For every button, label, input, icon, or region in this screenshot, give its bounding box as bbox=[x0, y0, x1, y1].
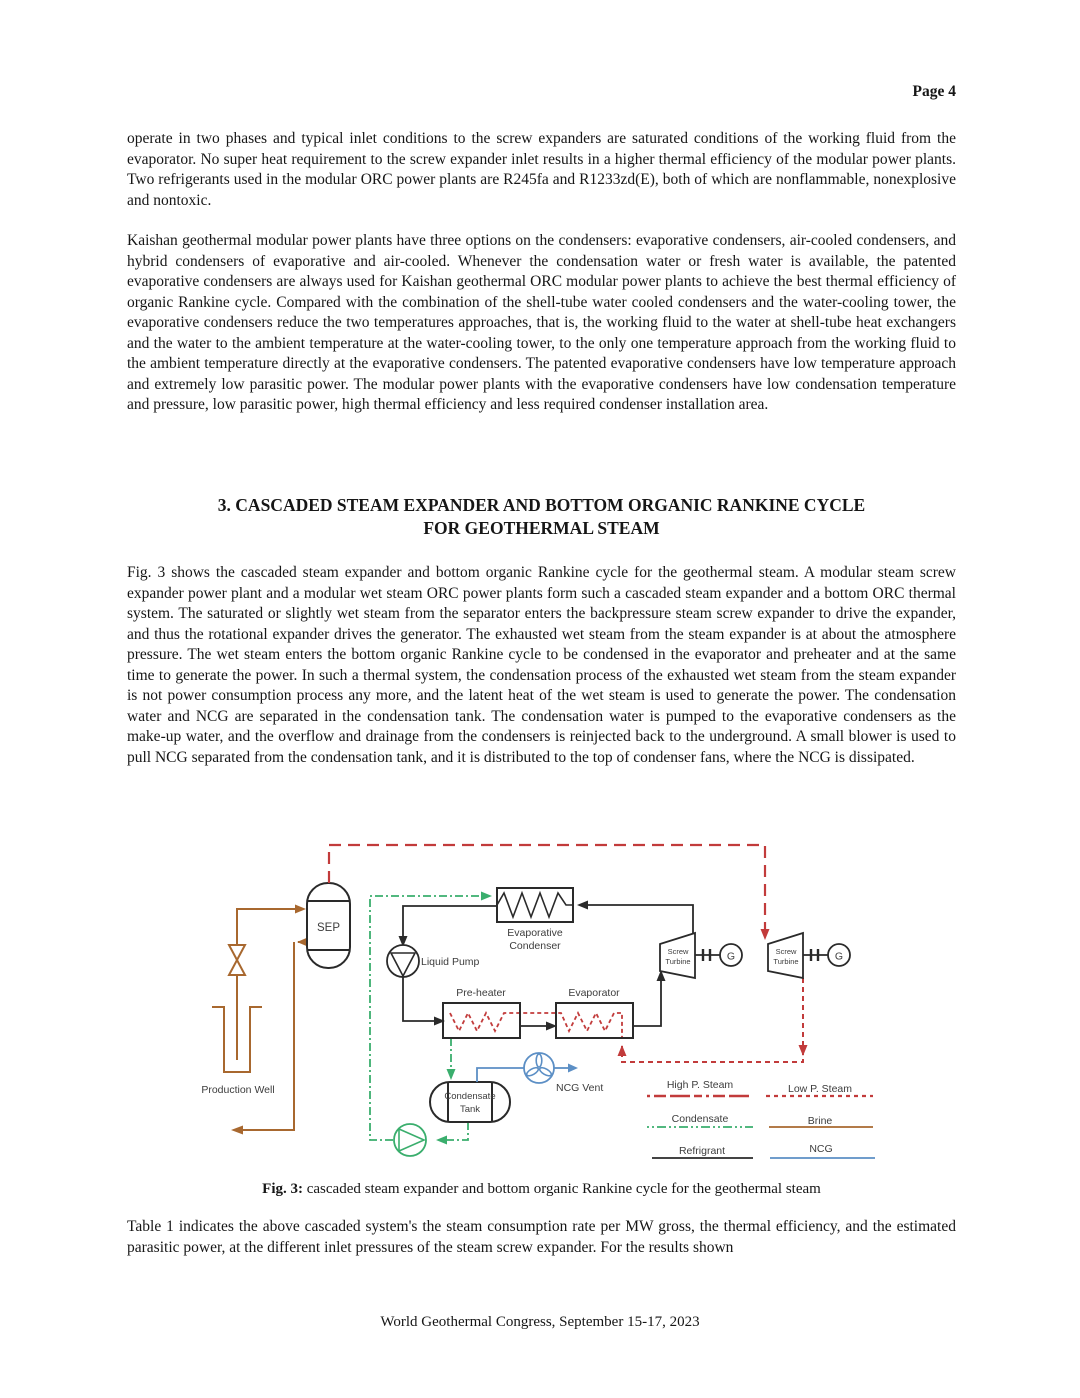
screw-turbine-2-label-1: Screw bbox=[775, 947, 797, 956]
generator-2-label: G bbox=[834, 950, 844, 963]
two-phase-feed-line bbox=[237, 909, 295, 945]
arrow-into-condenser-icon bbox=[481, 892, 492, 901]
shaft-1 bbox=[695, 949, 720, 961]
footer: World Geothermal Congress, September 15-17, 2023 bbox=[380, 1314, 700, 1330]
tank-outlet-line bbox=[447, 1122, 468, 1140]
evaporator-label: Evaporator bbox=[568, 987, 620, 999]
liquid-pump bbox=[387, 945, 480, 977]
ncg-vent-fan bbox=[524, 1053, 554, 1083]
figure-caption-label: Fig. 3: bbox=[262, 1181, 303, 1197]
sep-label: SEP bbox=[316, 922, 341, 934]
wellhead-valve-bottom bbox=[229, 960, 245, 975]
low-pressure-steam-line bbox=[622, 978, 803, 1062]
arrow-into-evaporator-icon bbox=[618, 1045, 627, 1056]
arrow-into-tank-icon bbox=[447, 1069, 456, 1080]
figure-caption bbox=[127, 1181, 956, 1198]
arrow-into-ec-icon bbox=[577, 901, 588, 910]
generator-1 bbox=[720, 944, 742, 966]
figure-3-diagram bbox=[175, 833, 895, 1179]
legend-low-p-steam-label: Low P. Steam bbox=[787, 1083, 853, 1095]
section-heading-line-2: FOR GEOTHERMAL STEAM bbox=[423, 518, 660, 538]
evaporative-condenser-label-2: Condenser bbox=[509, 940, 561, 952]
paragraph-4: Table 1 indicates the above cascaded system's the steam consumption rate per MW gross, the thermal efficiency, and the estimated parasitic power, at the different inlet pressures of the steam screw expander. For the results shown bbox=[127, 1218, 956, 1256]
brine-lines bbox=[212, 909, 307, 1130]
condensate-tank bbox=[430, 1082, 510, 1122]
evaporator-to-turbine-line bbox=[633, 981, 661, 1026]
legend-condensate-label: Condensate bbox=[671, 1113, 729, 1125]
legend-high-p-steam-label: High P. Steam bbox=[666, 1079, 734, 1091]
condensate-pump bbox=[394, 1124, 426, 1156]
arrow-into-steam-turbine-icon bbox=[761, 929, 770, 940]
arrow-into-pump-icon bbox=[436, 1136, 447, 1145]
paragraph-1: operate in two phases and typical inlet conditions to the screw expanders are saturated conditions of the working fluid from the evaporator. No super heat requirement to the screw expander inlet results in a higher thermal efficiency of the modular power plants. Two refrigerants used in the modular ORC power plants are R245fa and R1233zd(E), both of which are nonflammable, nonexplosive and nontoxic. bbox=[127, 130, 956, 209]
figure-caption-text: cascaded steam expander and bottom organic Rankine cycle for the geothermal steam bbox=[306, 1181, 821, 1197]
pre-heater-label: Pre-heater bbox=[456, 987, 506, 999]
arrow-ncg-out-icon bbox=[568, 1064, 578, 1073]
section-heading bbox=[127, 494, 956, 540]
paragraph-2: Kaishan geothermal modular power plants have three options on the condensers: evaporative condensers, air-cooled condensers, and hybrid condensers of evaporative and air-cooled. Whenever the condensation water or fresh water is available, the patented evaporative condensers are always used for Kaishan geothermal ORC modular power plants to achieve the best thermal efficiency of organic Rankine cycle. Compared with the combination of the shell-tube water cooled condensers and the water-cooling tower, the evaporative condensers reduce the two temperatures approaches, that is, the working fluid to the water at shell-tube heat exchangers and the water to the ambient temperature at the water-cooling tower, to the only one temperature approach from the working fluid to the ambient temperature directly at the evaporative condensers. The patented evaporative condensers have low temperature approach and extremely low parasitic power. The modular power plants with the evaporative condensers have low condensation temperature and pressure, low parasitic power, high thermal efficiency and less required condenser installation area. bbox=[127, 232, 956, 414]
condensate-tank-label-1: Condensate bbox=[444, 1091, 496, 1102]
screw-turbine-2-label-2: Turbine bbox=[773, 957, 799, 966]
wellhead-valve-top bbox=[229, 945, 245, 960]
liquid-pump-label: Liquid Pump bbox=[421, 956, 480, 968]
ncg-line bbox=[477, 1068, 524, 1082]
screw-turbine-2 bbox=[768, 933, 803, 978]
legend-refrigrant-label: Refrigrant bbox=[678, 1145, 726, 1157]
evaporative-condenser bbox=[497, 888, 573, 952]
arrow-into-sep-icon bbox=[295, 905, 306, 914]
arrow-reinjection-icon bbox=[231, 1126, 243, 1135]
generator-2 bbox=[828, 944, 850, 966]
pre-heater bbox=[443, 987, 520, 1038]
brine-arrows bbox=[231, 905, 307, 1135]
screw-turbine-1-label-1: Screw bbox=[667, 947, 689, 956]
production-well-label: Production Well bbox=[201, 1084, 275, 1096]
section-heading-line-1: 3. CASCADED STEAM EXPANDER AND BOTTOM ORGANIC RANKINE CYCLE bbox=[217, 495, 866, 515]
screw-turbine-1-label-2: Turbine bbox=[665, 957, 691, 966]
legend-ncg-label: NCG bbox=[809, 1143, 833, 1155]
condensate-tank-label-2: Tank bbox=[459, 1104, 481, 1115]
process-flow-diagram bbox=[175, 833, 895, 1179]
legend bbox=[647, 1079, 875, 1158]
legend-brine-label: Brine bbox=[807, 1115, 833, 1127]
arrow-brine-out-icon bbox=[297, 938, 307, 946]
condenser-to-pump-line bbox=[403, 906, 497, 937]
turbine-exhaust-line bbox=[588, 905, 693, 935]
generator-1-label: G bbox=[726, 950, 736, 963]
paragraph-3: Fig. 3 shows the cascaded steam expander and bottom organic Rankine cycle for the geothermal steam. A modular steam screw expander power plant and a modular wet steam ORC power plants form such a cascaded steam expander and a bottom ORC thermal system. The saturated or slightly wet steam from the separator enters the backpressure steam screw expander to drive the expander, and thus the rotational expander drives the generator. The exhausted wet steam from the steam expander is at about the atmosphere pressure. The wet steam enters the bottom organic Rankine cycle to be condensed in the evaporator and preheater and at the same time to generate the power. In such a thermal system, the condensation process of the exhausted wet steam from the steam expander is not power consumption process any more, and the latent heat of the wet steam is used to generate the power. The condensation water and NCG are separated in the condensation tank. The condensation water is pumped to the evaporative condensers as the make-up water, and the overflow and drainage from the condensers is reinjected back to the underground. A small blower is used to pull NCG separated from the condensation tank, and it is distributed to the top of condenser fans, where the NCG is dissipated. bbox=[127, 564, 956, 766]
screw-turbine-1 bbox=[660, 933, 695, 978]
separator-vessel bbox=[307, 883, 350, 968]
page-number: Page 4 bbox=[912, 83, 956, 100]
arrow-steam-down-icon bbox=[799, 1045, 808, 1056]
pump-to-preheater-line bbox=[403, 977, 434, 1021]
evaporative-condenser-label-1: Evaporative bbox=[507, 927, 563, 939]
shaft-2 bbox=[803, 949, 828, 961]
ncg-vent-label: NCG Vent bbox=[556, 1082, 604, 1094]
